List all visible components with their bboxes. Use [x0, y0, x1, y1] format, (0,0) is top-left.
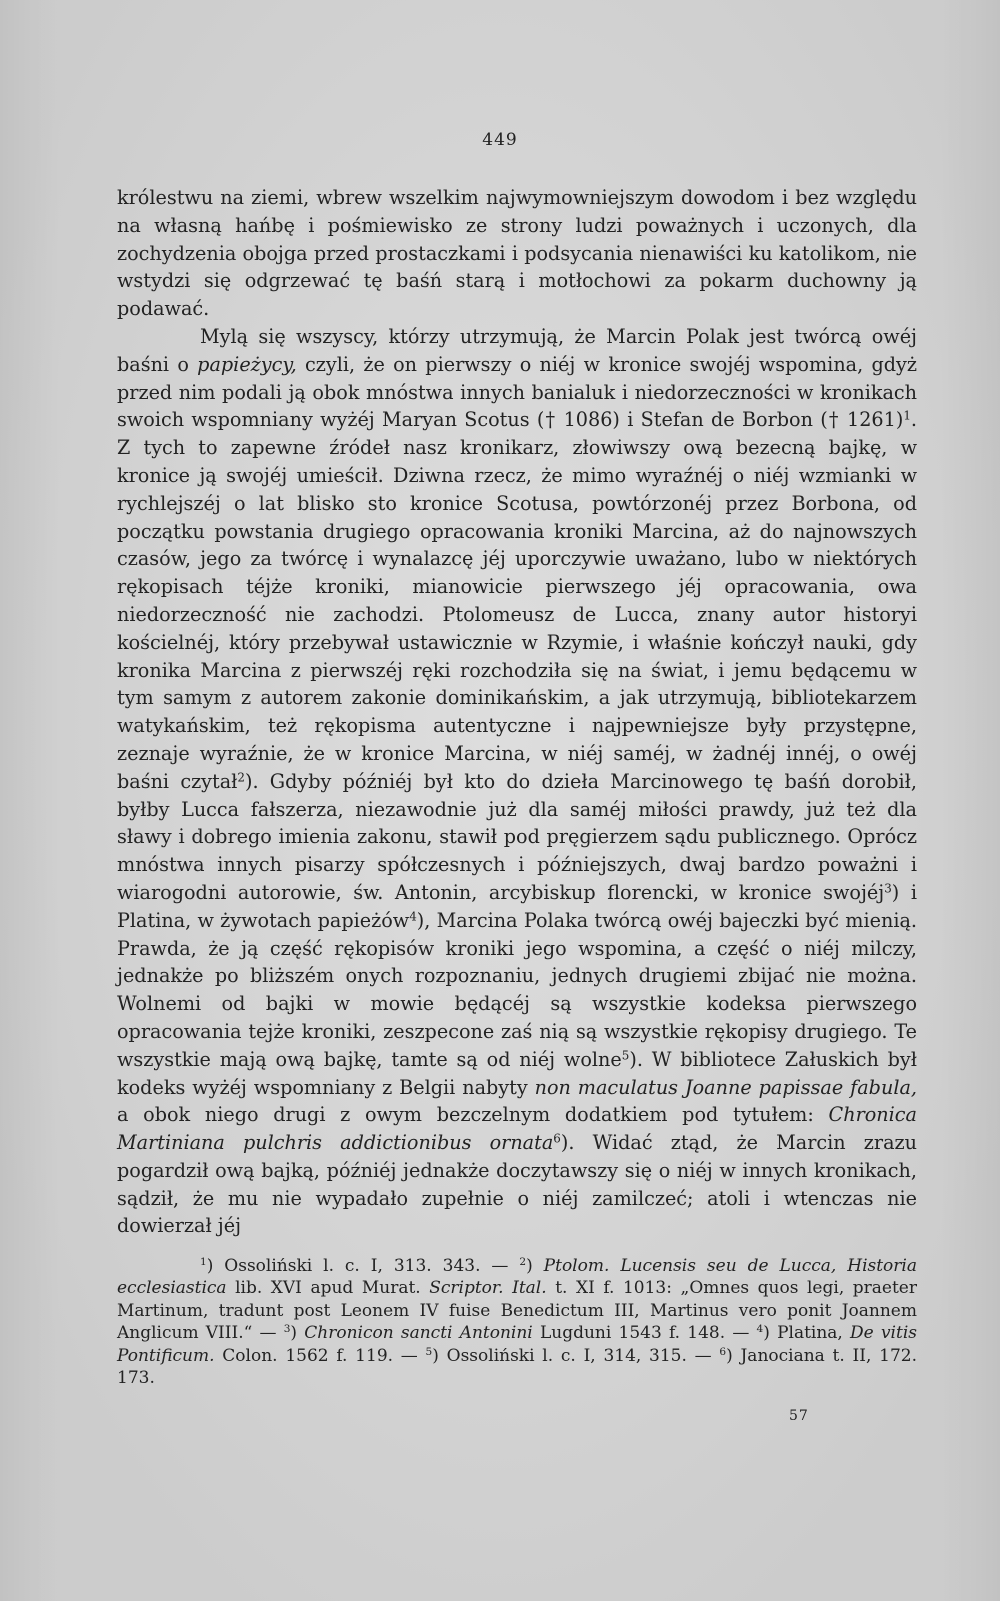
text-run: ). Widać ztąd, że Marcin zrazu pogardził ową bajką, późniéj jednakże doczytawszy się o niéj w innych kronikach, sądził, że mu nie wypadało zupełnie o niéj zamilczeć; atoli i wtenczas nie dowierzał jéj	[117, 1131, 917, 1238]
italic-term: papieżycy,	[197, 352, 297, 376]
footnote-italic: Scriptor. Ital.	[429, 1278, 547, 1299]
footnote-ref-3: 3	[884, 881, 892, 896]
text-run: a obok niego drugi z owym bezczelnym dodatkiem pod tytułem:	[117, 1103, 829, 1127]
footnote-marker-4: 4	[756, 1323, 764, 1336]
body-text	[117, 184, 917, 1240]
footnote-text: Colon. 1562 f. 119. —	[214, 1345, 426, 1366]
footnote-text: t. XI f. 1013: „Omnes quos legi, praeter Martinum, tradunt post Leonem IV fuise Benedictum III, Martinus vero ponit Joannem Anglicum VIII.“ —	[117, 1278, 917, 1344]
footnote-marker-6: 6	[719, 1345, 727, 1358]
text-run: . Z tych to zapewne źródeł nasz kronikarz, złowiwszy ową bezecną bajkę, w kronice ją swojéj umieścił. Dziwna rzecz, że mimo wyraźnéj o niéj wzmianki w rychlejszéj o lat blisko sto kronice Scotusa, powtórzonéj przez Borbona, od początku powstania drugiego opracowania kroniki Marcina, aż do najnowszych czasów, jego za twórcę i wynalazcę jéj uporczywie uważano, lubo w niektórych rękopisach téjże kroniki, mianowicie pierwszego jéj opracowania, owa niedorzeczność nie zachodzi. Ptolomeusz de Lucca, znany autor historyi kościelnéj, który przebywał ustawicznie w Rzymie, i właśnie kończył nauki, gdy kronika Marcina z pierwszéj ręki rozchodziła się na świat, i jemu będącemu w tym samym z autorem zakonie dominikańskim, a jak utrzymują, bibliotekarzem watykańskim, też rękopisma autentyczne i najpewniejsze były przystępne, zeznaje wyraźnie, że w kronice Marcina, w niéj saméj, w żadnéj innéj, o owéj baśni czytał	[117, 408, 917, 793]
text-run: ). Gdyby późniéj był kto do dzieła Marcinowego tę baśń dorobił, byłby Lucca fałszerza, niezawodnie już dla saméj miłości prawdy, już też dla sławy i dobrego imienia zakonu, stawił pod pręgierzem sądu publicznego. Oprócz mnóstwa innych pisarzy spółczesnych i późniejszych, dwaj bardzo poważni i wiarogodni autorowie, św. Antonin, arcybiskup florencki, w kronice swojéj	[117, 769, 917, 904]
footnote-ref-1: 1	[903, 408, 911, 423]
footnote-text: ) Ossoliński l. c. I, 314, 315. —	[432, 1345, 720, 1366]
italic-quote: non maculatus Joanne papissae fabula,	[534, 1075, 917, 1099]
text-run: Mylą się wszyscy, którzy utrzymują, że Marcin Polak jest twórcą owéj baśni o	[117, 324, 917, 376]
printer-signature: 57	[789, 1408, 809, 1424]
text-run: ) i Platina, w żywotach papieżów	[117, 880, 917, 932]
footnote-ref-4: 4	[409, 909, 417, 924]
footnote-marker-5: 5	[425, 1345, 433, 1358]
footnote-marker-3: 3	[283, 1323, 291, 1336]
italic-title: Chronica Martiniana pulchris addictionibus ornata	[117, 1103, 917, 1155]
footnote-text: ) Platina,	[763, 1323, 851, 1344]
footnote-text: lib. XVI apud Murat.	[226, 1278, 430, 1299]
footnote-marker-1: 1	[200, 1256, 207, 1269]
paragraph-2	[117, 323, 917, 1240]
footnote-text: )	[290, 1323, 305, 1344]
text-run: czyli, że on pierwszy o niéj w kronice swojéj wspomina, gdyż przed nim podali ją obok mnóstwa innych banialuk i niedorzeczności w kronikach swoich wspomniany wyżéj Maryan Scotus († 1086) i Stefan de Borbon († 1261)	[117, 352, 917, 432]
footnote-marker-2: 2	[519, 1256, 527, 1269]
footnotes	[117, 1255, 917, 1389]
footnote-italic: Chronicon sancti Antonini	[304, 1323, 533, 1344]
page-number: 449	[482, 130, 518, 150]
footnote-text: ) Ossoliński l. c. I, 313. 343. —	[206, 1256, 520, 1276]
footnote-text: ) Janociana t. II, 172. 173.	[117, 1345, 917, 1389]
footnote-italic: De vitis Pontificum.	[117, 1323, 917, 1366]
footnote-text: )	[526, 1256, 544, 1276]
footnote-italic: Ptolom. Lucensis seu de Lucca, Historia ecclesiastica	[117, 1256, 917, 1299]
footnote-ref-2: 2	[237, 770, 245, 785]
footnote-ref-5: 5	[621, 1048, 630, 1063]
paragraph-1: królestwu na ziemi, wbrew wszelkim najwymowniejszym dowodom i bez względu na własną hańbę i pośmiewisko ze strony ludzi poważnych i uczonych, dla zochydzenia obojga przed prostaczkami i podsycania nienawiści ku katolikom, nie wstydzi się odgrzewać tę baśń starą i motłochowi za pokarm duchowny ją podawać.	[117, 186, 917, 321]
footnote-ref-6: 6	[553, 1131, 561, 1146]
footnote-text: Lugduni 1543 f. 148. —	[532, 1323, 757, 1344]
text-run: ). W bibliotece Załuskich był kodeks wyżéj wspomniany z Belgii nabyty	[117, 1047, 917, 1099]
text-run: ), Marcina Polaka twórcą owéj bajeczki być mienią. Prawda, że ją część rękopisów kroniki jego wspomina, a część o niéj milczy, jednakże po bliższém onych rozpoznaniu, jednych drugiemi zbijać nie można. Wolnemi od bajki w mowie będącéj są wszystkie kodeksa pierwszego opracowania tejże kroniki, zeszpecone zaś nią są wszystkie rękopisy drugiego. Te wszystkie mają ową bajkę, tamte są od niéj wolne	[117, 908, 917, 1071]
